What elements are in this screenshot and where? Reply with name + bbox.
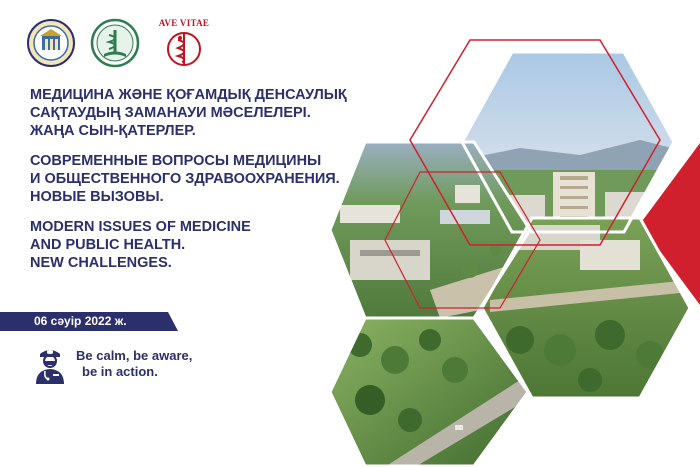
ave-vitae-text: AVE VITAE <box>158 18 210 28</box>
title-kazakh-line: МЕДИЦИНА ЖӘНЕ ҚОҒАМДЫҚ ДЕНСАУЛЫҚ <box>30 87 347 103</box>
title-kazakh-line: ЖАҢА СЫН-ҚАТЕРЛЕР. <box>30 123 196 139</box>
event-date: 06 сәуір 2022 ж. <box>34 314 127 328</box>
title-english-line: MODERN ISSUES OF MEDICINE <box>30 219 251 235</box>
title-russian-line: НОВЫЕ ВЫЗОВЫ. <box>30 189 164 205</box>
title-russian-line: СОВРЕМЕННЫЕ ВОПРОСЫ МЕДИЦИНЫ <box>30 153 322 169</box>
title-russian-line: И ОБЩЕСТВЕННОГО ЗДРАВООХРАНЕНИЯ. <box>30 171 340 187</box>
title-english-line: AND PUBLIC HEALTH. <box>30 237 186 253</box>
motto-line: be in action. <box>82 364 158 379</box>
title-kazakh-line: САҚТАУДЫҢ ЗАМАНАУИ МӘСЕЛЕЛЕРІ. <box>30 105 311 121</box>
title-english-line: NEW CHALLENGES. <box>30 255 172 271</box>
motto-line: Be calm, be aware, <box>76 348 193 363</box>
